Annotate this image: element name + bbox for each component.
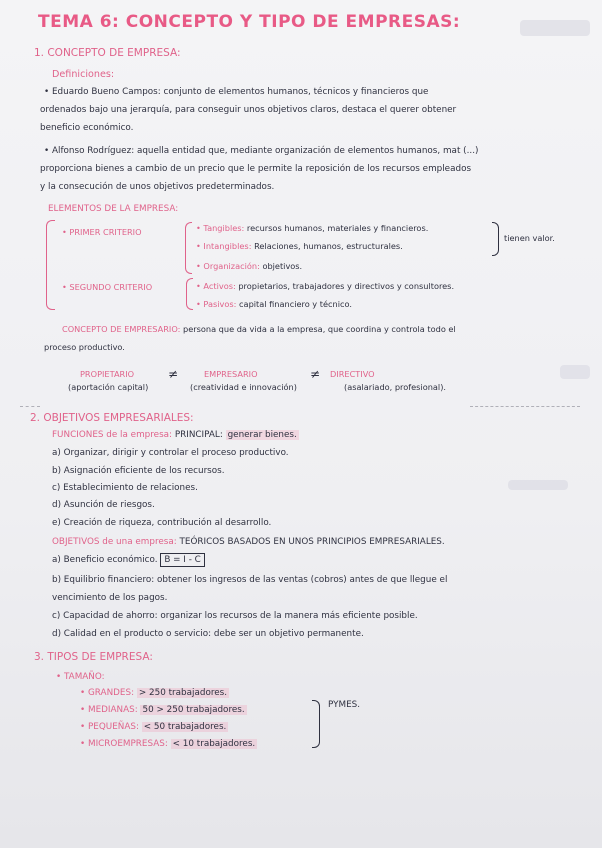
criterion2-item2: • Pasivos: capital financiero y técnico. bbox=[196, 299, 352, 309]
section-1-heading: 1. CONCEPTO DE EMPRESA: bbox=[34, 47, 181, 59]
entrepreneur-concept-line2: proceso productivo. bbox=[44, 342, 125, 352]
size-label: • TAMAÑO: bbox=[56, 672, 105, 682]
elements-brace bbox=[46, 220, 55, 310]
bleed-through-smudge bbox=[508, 480, 568, 490]
size-micro: • MICROEMPRESAS: < 10 trabajadores. bbox=[80, 739, 256, 749]
not-equal-1: ≠ bbox=[168, 367, 179, 381]
size-small: • PEQUEÑAS: < 50 trabajadores. bbox=[80, 722, 227, 732]
section-3-heading: 3. TIPOS DE EMPRESA: bbox=[34, 651, 153, 663]
function-c: c) Establecimiento de relaciones. bbox=[52, 483, 198, 493]
objective-d: d) Calidad en el producto o servicio: debe ser un objetivo permanente. bbox=[52, 629, 364, 639]
page-title: TEMA 6: CONCEPTO Y TIPO DE EMPRESAS: bbox=[38, 12, 461, 32]
section-divider bbox=[20, 406, 40, 407]
function-e: e) Creación de riqueza, contribución al desarrollo. bbox=[52, 518, 272, 528]
criterion1-item1: • Tangibles: recursos humanos, materiales y financieros. bbox=[196, 223, 429, 233]
def2-line3: y la consecución de unos objetivos predeterminados. bbox=[40, 182, 275, 192]
function-b: b) Asignación eficiente de los recursos. bbox=[52, 466, 225, 476]
criterion1-item3: • Organización: objetivos. bbox=[196, 261, 303, 271]
objective-c: c) Capacidad de ahorro: organizar los recursos de la manera más eficiente posible. bbox=[52, 611, 418, 621]
entrepreneur-label: EMPRESARIO bbox=[204, 369, 258, 379]
pymes-label: PYMES. bbox=[328, 700, 361, 710]
second-criterion-label: • SEGUNDO CRITERIO bbox=[62, 282, 153, 292]
criterion2-item1: • Activos: propietarios, trabajadores y directivos y consultores. bbox=[196, 281, 455, 291]
functions-line: FUNCIONES de la empresa: PRINCIPAL: generar bienes. bbox=[52, 430, 297, 440]
criterion1-right-brace bbox=[492, 222, 499, 256]
director-desc: (asalariado, profesional). bbox=[344, 382, 446, 392]
size-medium: • MEDIANAS: 50 > 250 trabajadores. bbox=[80, 705, 245, 715]
objective-a: a) Beneficio económico. B = I - C bbox=[52, 556, 205, 565]
section-divider bbox=[470, 406, 580, 407]
owner-label: PROPIETARIO bbox=[80, 369, 135, 379]
director-label: DIRECTIVO bbox=[330, 369, 375, 379]
def2-line2: proporciona bienes a cambio de un precio que le permite la reposición de los recursos empleados bbox=[40, 164, 472, 174]
function-d: d) Asunción de riesgos. bbox=[52, 500, 155, 510]
def1-line1: • Eduardo Bueno Campos: conjunto de elementos humanos, técnicos y financieros que bbox=[44, 87, 429, 97]
def1-line3: beneficio económico. bbox=[40, 123, 134, 133]
pymes-brace bbox=[312, 700, 320, 748]
first-criterion-label: • PRIMER CRITERIO bbox=[62, 227, 142, 237]
bleed-through-smudge bbox=[520, 20, 590, 36]
entrepreneur-desc: (creatividad e innovación) bbox=[190, 382, 297, 392]
def1-line2: ordenados bajo una jerarquía, para conseguir unos objetivos claros, destaca el querer obtener bbox=[40, 105, 457, 115]
criterion2-brace bbox=[186, 278, 193, 310]
elements-heading: ELEMENTOS DE LA EMPRESA: bbox=[48, 204, 179, 214]
function-a: a) Organizar, dirigir y controlar el proceso productivo. bbox=[52, 448, 289, 458]
size-large: • GRANDES: > 250 trabajadores. bbox=[80, 688, 228, 698]
criterion1-brace bbox=[185, 222, 192, 274]
def2-line1: • Alfonso Rodríguez: aquella entidad que, mediante organización de elementos humanos, mat (...) bbox=[44, 146, 479, 156]
criterion1-item2: • Intangibles: Relaciones, humanos, estructurales. bbox=[196, 241, 403, 251]
profit-formula: B = I - C bbox=[160, 553, 205, 567]
entrepreneur-concept-line1: CONCEPTO DE EMPRESARIO: persona que da vida a la empresa, que coordina y controla todo el bbox=[62, 324, 456, 334]
objective-b-line1: b) Equilibrio financiero: obtener los ingresos de las ventas (cobros) antes de que llegue el bbox=[52, 575, 448, 585]
objective-b-line2: vencimiento de los pagos. bbox=[52, 593, 168, 603]
bleed-through-smudge bbox=[560, 365, 590, 379]
not-equal-2: ≠ bbox=[310, 367, 321, 381]
objectives-line: OBJETIVOS de una empresa: TEÓRICOS BASADOS EN UNOS PRINCIPIOS EMPRESARIALES. bbox=[52, 537, 445, 547]
criterion1-note: tienen valor. bbox=[504, 233, 555, 243]
definitions-label: Definiciones: bbox=[52, 69, 115, 80]
section-2-heading: 2. OBJETIVOS EMPRESARIALES: bbox=[30, 412, 194, 424]
owner-desc: (aportación capital) bbox=[68, 382, 149, 392]
